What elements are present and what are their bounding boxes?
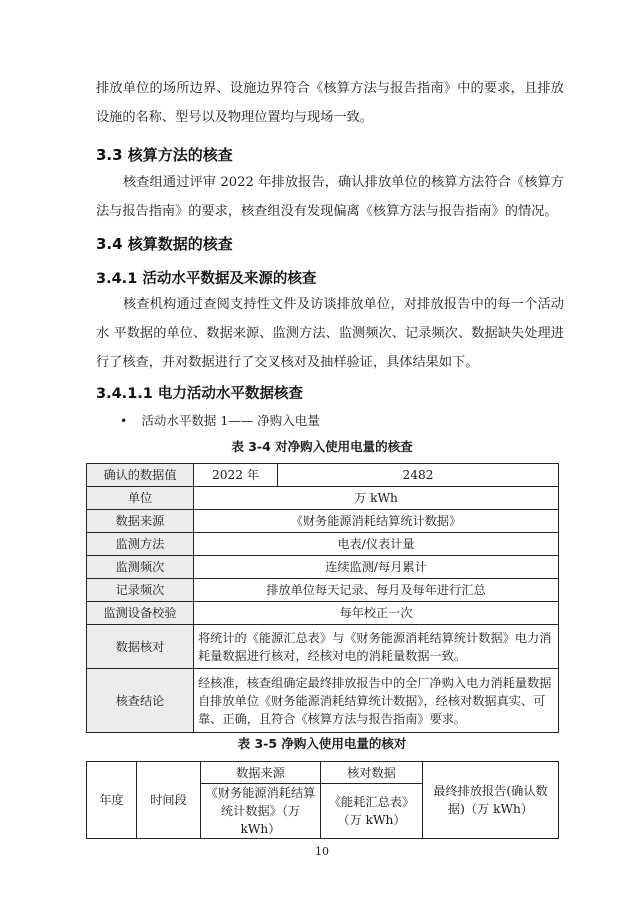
bullet-item	[120, 411, 320, 429]
bullet-mark: •	[120, 413, 128, 428]
table-row	[87, 625, 559, 669]
table-cell: 每年校正一次	[194, 602, 559, 625]
table-cell: 监测频次	[87, 556, 194, 579]
table-cell: 《财务能源消耗结算统计数据》（万 kWh）	[201, 784, 321, 839]
table-cell: 数据核对	[87, 625, 194, 669]
table-cell: 监测设备校验	[87, 602, 194, 625]
table-row	[87, 556, 559, 579]
table-cell: 将统计的《能源汇总表》与《财务能源消耗结算统计数据》电力消耗量数据进行核对，经核对电的消耗量数据一致。	[194, 625, 559, 669]
table-cell: 时间段	[137, 762, 201, 839]
table-row	[87, 533, 559, 556]
table-cell: 核对数据	[321, 762, 423, 784]
table-cell: 核查结论	[87, 669, 194, 733]
table-cell: 《财务能源消耗结算统计数据》	[194, 510, 559, 533]
table-row	[87, 762, 559, 784]
page-number: 10	[315, 845, 329, 858]
table-cell: 2022 年	[194, 464, 278, 487]
table-row	[87, 510, 559, 533]
table-cell: 确认的数据值	[87, 464, 194, 487]
table-cell: 经核准，核查组确定最终排放报告中的全厂净购入电力消耗量数据自排放单位《财务能源消耗结算统计数据》，经核对数据真实、可靠、正确，且符合《核算方法与报告指南》要求。	[194, 669, 559, 733]
table-cell: 最终排放报告(确认数据)（万 kWh）	[423, 762, 559, 839]
heading-3-4: 3.4 核算数据的核查	[96, 235, 233, 253]
table-row	[87, 464, 559, 487]
table-row	[87, 579, 559, 602]
table-3-4	[86, 463, 559, 733]
table-cell: 电表/仪表计量	[194, 533, 559, 556]
heading-3-4-1-1: 3.4.1.1 电力活动水平数据核查	[96, 386, 303, 402]
table-cell: 《能耗汇总表》（万 kWh）	[321, 784, 423, 839]
table-row	[87, 487, 559, 510]
table-row	[87, 669, 559, 733]
table-row	[87, 602, 559, 625]
table-cell: 2482	[278, 464, 559, 487]
table-3-5	[86, 761, 559, 839]
table-cell: 记录频次	[87, 579, 194, 602]
bullet-text: 活动水平数据 1—— 净购入电量	[141, 413, 320, 428]
table-cell: 数据来源	[87, 510, 194, 533]
table-cell: 万 kWh	[194, 487, 559, 510]
paragraph-boundary: 排放单位的场所边界、设施边界符合《核算方法与报告指南》中的要求，且排放设施的名称、型号以及物理位置均与现场一致。	[96, 81, 564, 125]
table-cell: 年度	[87, 762, 137, 839]
paragraph-activity: 核查机构通过查阅支持性文件及访谈排放单位，对排放报告中的每一个活动水 平数据的单位、数据来源、监测方法、监测频次、记录频次、数据缺失处理进行了核查，并对数据进行了交叉核对及抽样验证，具体结果如下。	[96, 297, 564, 370]
table-cell: 连续监测/每月累计	[194, 556, 559, 579]
table-cell: 监测方法	[87, 533, 194, 556]
table-cell: 单位	[87, 487, 194, 510]
table-3-4-caption: 表 3-4 对净购入使用电量的核查	[231, 439, 413, 454]
paragraph-method: 核查组通过评审 2022 年排放报告，确认排放单位的核算方法符合《核算方法与报告指南》的要求，核查组没有发现偏离《核算方法与报告指南》的情况。	[96, 175, 564, 219]
table-3-5-caption: 表 3-5 净购入使用电量的核对	[237, 736, 407, 751]
heading-3-3: 3.3 核算方法的核查	[96, 146, 233, 164]
heading-3-4-1: 3.4.1 活动水平数据及来源的核查	[96, 271, 317, 287]
table-cell: 数据来源	[201, 762, 321, 784]
table-cell: 排放单位每天记录、每月及每年进行汇总	[194, 579, 559, 602]
